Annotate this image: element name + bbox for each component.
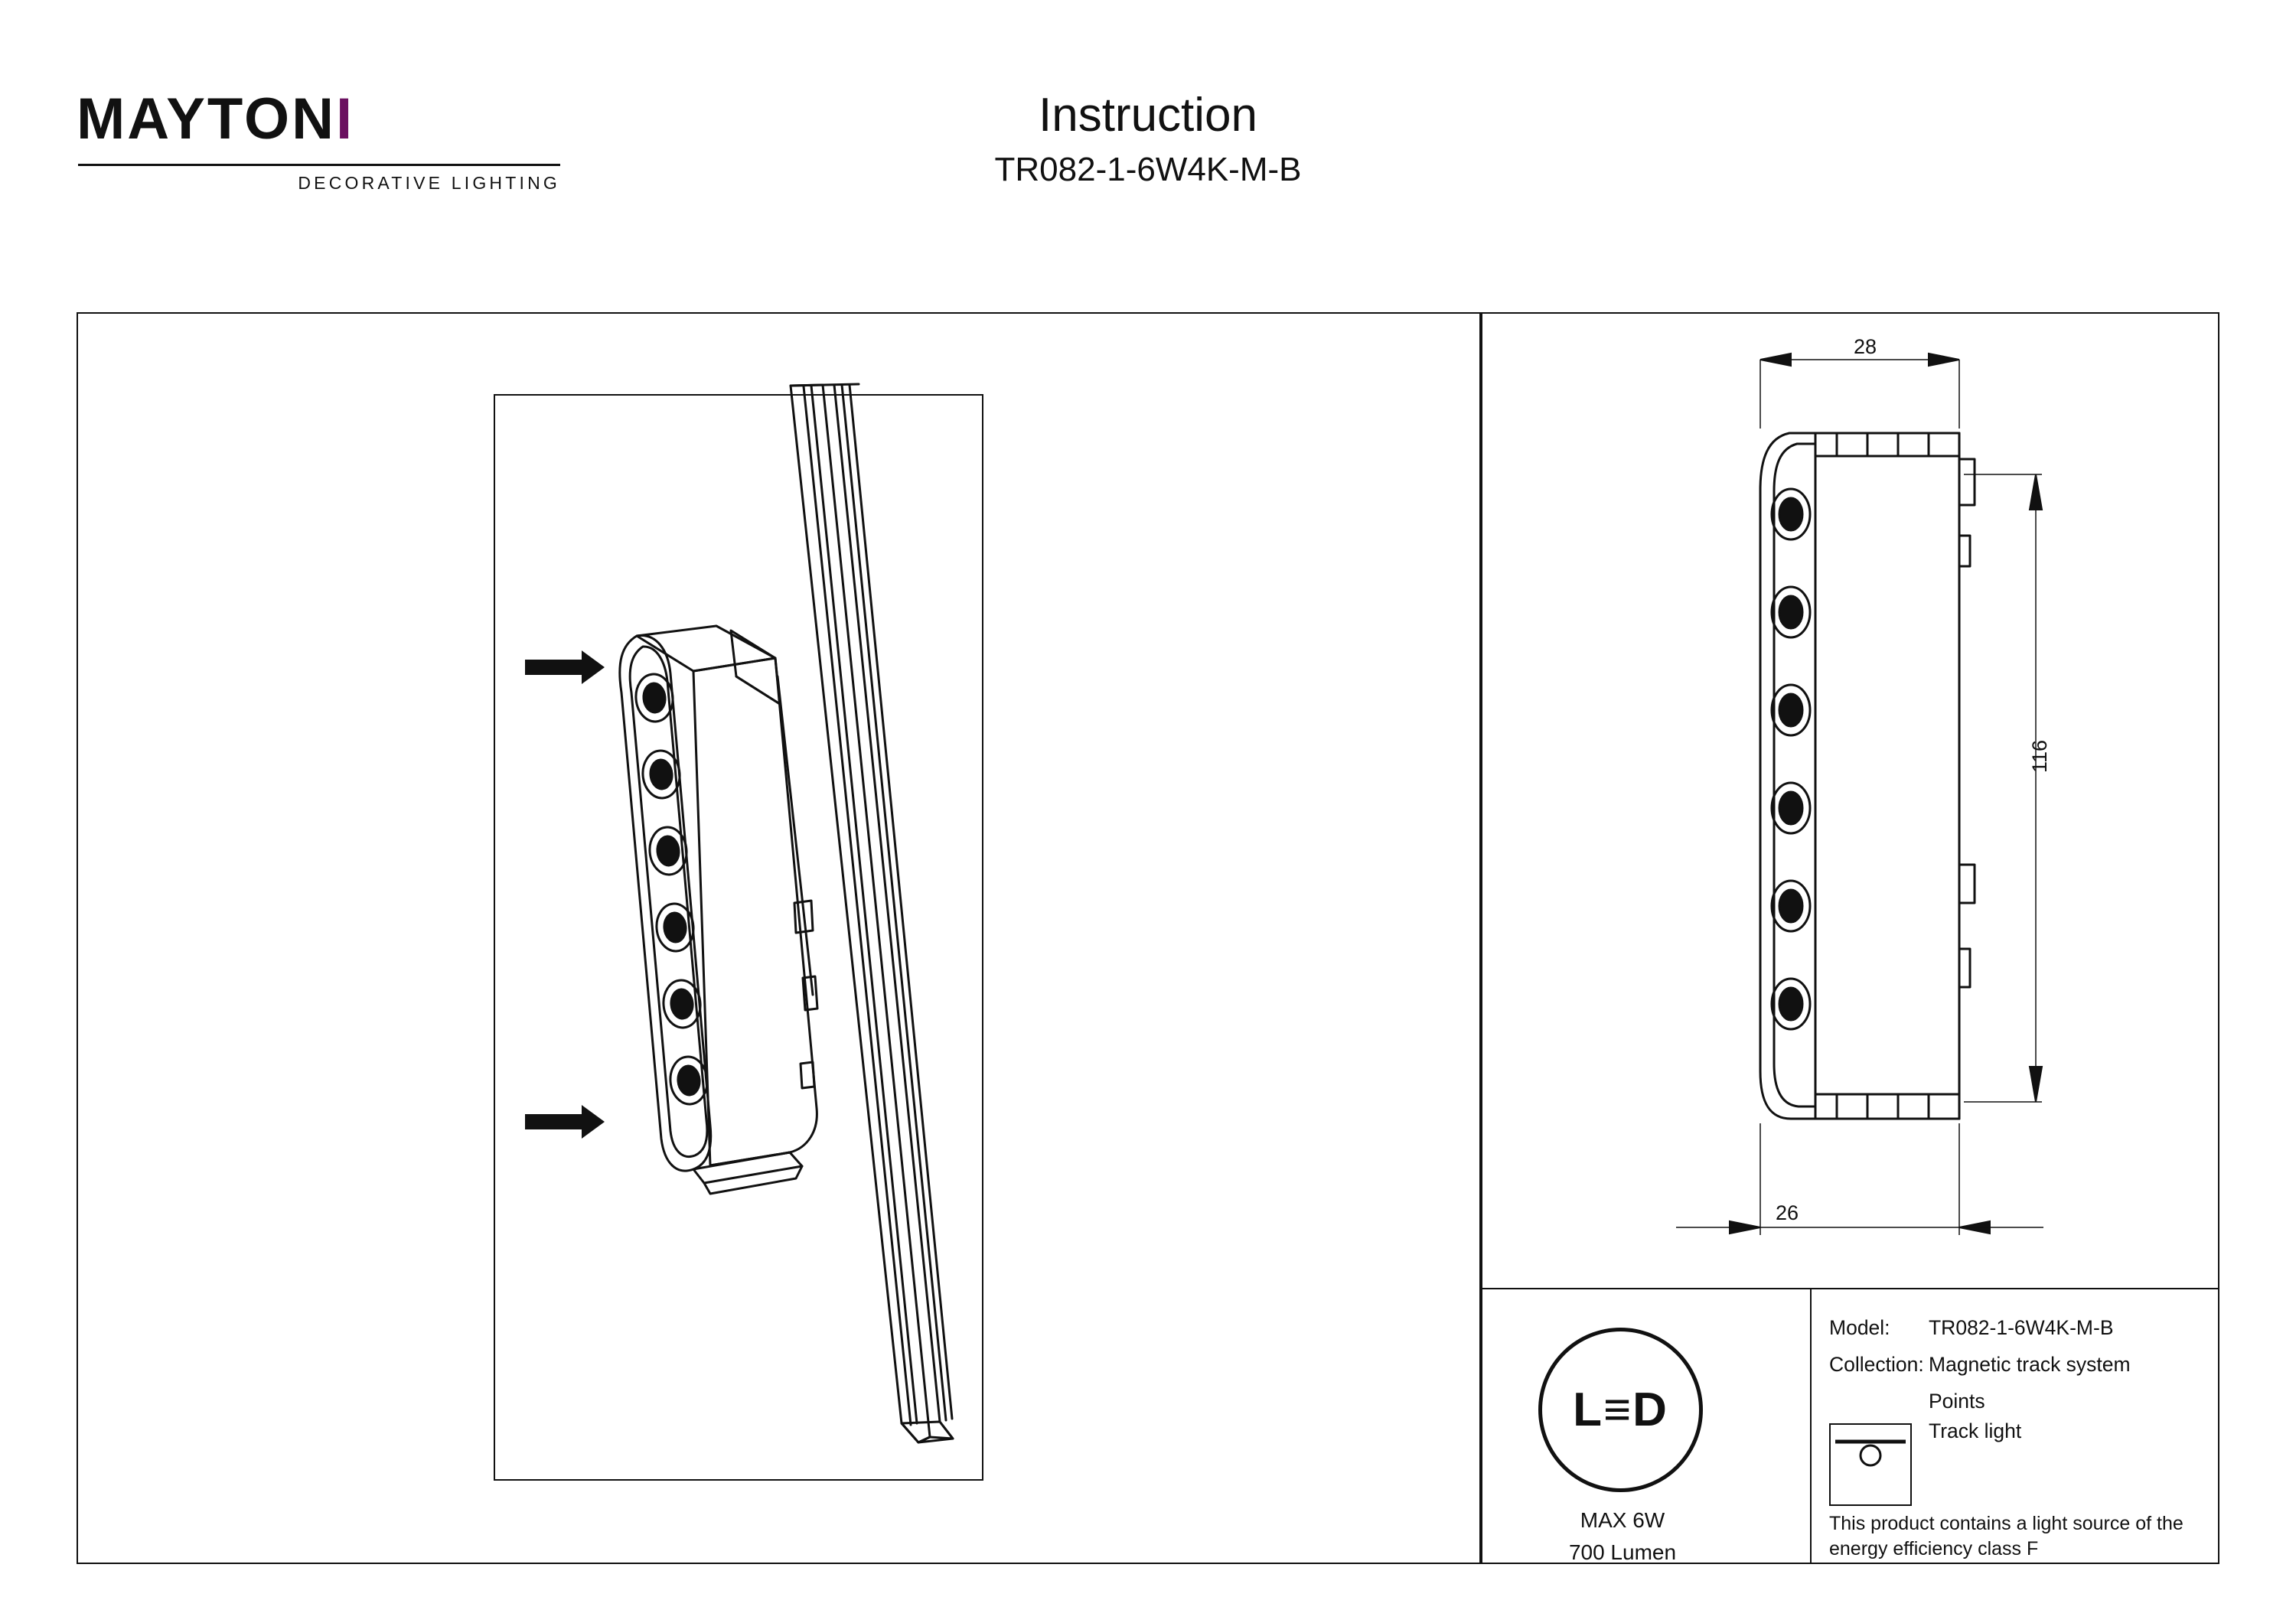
dimension-label-height: 116 (2028, 739, 2051, 773)
led-badge-caption (1500, 1504, 1745, 1569)
page-title: Instruction (1038, 89, 1258, 142)
led-max-power: MAX 6W (1580, 1508, 1665, 1532)
brand-divider (78, 164, 560, 166)
led-badge-label: L≡D (1573, 1383, 1668, 1436)
spec-value-track-light: Track light (1929, 1419, 2022, 1442)
spec-value-points: Points (1929, 1390, 1985, 1413)
energy-class-note: This product contains a light source of the energy efficiency class F (1829, 1513, 2183, 1559)
spec-label-model: Model: (1829, 1316, 1890, 1339)
spec-value-collection: Magnetic track system (1929, 1353, 2131, 1376)
brand-wordmark-text: MAYTON (77, 86, 336, 152)
brand-wordmark-accent: I (335, 86, 355, 152)
spec-row-model (1829, 1316, 2212, 1340)
led-badge (1538, 1328, 1703, 1492)
page-model-code: TR082-1-6W4K-M-B (994, 151, 1302, 189)
track-light-icon (1829, 1423, 1912, 1506)
brand-logo (77, 86, 566, 193)
info-panel-vertical-divider (1810, 1288, 1812, 1564)
assembly-drawing-frame (494, 394, 983, 1481)
spec-label-collection: Collection: (1829, 1353, 1924, 1376)
dimension-label-depth: 26 (1776, 1201, 1799, 1224)
brand-tagline: DECORATIVE LIGHTING (298, 173, 560, 193)
info-panel-divider (1481, 1288, 2219, 1289)
dimension-label-width: 28 (1854, 335, 1877, 358)
spec-value-model: TR082-1-6W4K-M-B (1929, 1316, 2114, 1339)
led-lumen: 700 Lumen (1568, 1540, 1677, 1564)
spec-row-collection (1829, 1353, 2212, 1377)
brand-wordmark (77, 86, 566, 152)
track-light-icon-glyph (1831, 1425, 1910, 1504)
page-header (0, 0, 2296, 283)
